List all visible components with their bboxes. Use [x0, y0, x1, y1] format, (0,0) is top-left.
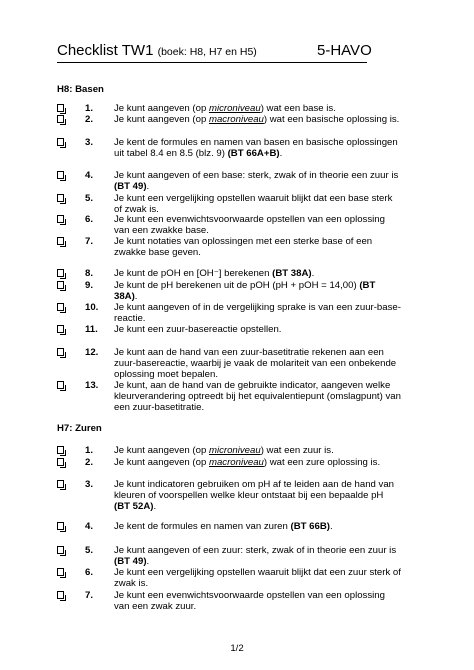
reference-bold: (BT 49) [114, 181, 147, 192]
checkbox-icon[interactable] [57, 348, 64, 356]
item-text: Je kunt een evenwichtsvoorwaarde opstellen van een oplossing van een zwakke base. [114, 214, 385, 236]
item-number: 7. [85, 590, 94, 601]
checkbox-icon[interactable] [57, 138, 64, 146]
emphasis-term: macroniveau [208, 114, 264, 125]
item-number: 6. [85, 567, 94, 578]
checkbox-icon[interactable] [57, 568, 64, 576]
checkbox-icon[interactable] [57, 325, 64, 333]
emphasis-term: macroniveau [208, 457, 264, 468]
item-text: Je kunt de pH berekenen uit de pOH (pH + pOH = 14,00) (BT 38A). [114, 280, 376, 302]
item-text: Je kunt een vergelijking opstellen waaruit blijkt dat een zuur sterk of zwak is. [114, 567, 401, 589]
checkbox-icon[interactable] [57, 591, 64, 599]
item-text: Je kunt, aan de hand van de gebruikte indicator, aangeven welke kleurverandering optreedt bij het equivalentiepunt (omslagpunt) van een zuur-basetitratie. [114, 380, 401, 413]
item-text: Je kunt indicatoren gebruiken om pH af te leiden aan de hand van kleuren of voorspellen welke kleur ontstaat bij een bepaalde pH (BT 52A). [114, 479, 395, 512]
reference-bold: (BT 38A) [114, 280, 376, 302]
item-number: 1. [85, 103, 94, 114]
checkbox-icon[interactable] [57, 171, 64, 179]
reference-bold: (BT 52A) [114, 501, 154, 512]
title-subtitle: (boek: H8, H7 en H5) [157, 46, 257, 58]
section-heading: H8: Basen [57, 84, 104, 95]
item-number: 5. [85, 193, 94, 204]
checkbox-icon[interactable] [57, 446, 64, 454]
item-number: 4. [85, 521, 94, 532]
level-label: 5-HAVO [317, 42, 372, 59]
item-number: 10. [85, 302, 99, 313]
checkbox-icon[interactable] [57, 269, 64, 277]
item-number: 7. [85, 236, 94, 247]
reference-bold: (BT 66A+B) [227, 148, 280, 159]
checkbox-icon[interactable] [57, 522, 64, 530]
item-text: Je kunt aangeven (op microniveau) wat een zuur is. [114, 445, 334, 456]
item-text: Je kunt aangeven (op microniveau) wat een base is. [114, 103, 336, 114]
emphasis-term: microniveau [208, 445, 261, 456]
checkbox-icon[interactable] [57, 381, 64, 389]
checkbox-icon[interactable] [57, 215, 64, 223]
page-number: 1/2 [230, 643, 244, 654]
item-text: Je kunt aangeven (op macroniveau) wat een zure oplossing is. [114, 457, 381, 468]
item-text: Je kunt de pOH en [OH⁻] berekenen (BT 38A). [114, 268, 315, 279]
item-text: Je kunt een vergelijking opstellen waaruit blijkt dat een base sterk of zwak is. [114, 193, 393, 215]
item-text: Je kunt notaties van oplossingen met een sterke base of een zwakke base geven. [114, 236, 373, 258]
reference-bold: (BT 66B) [290, 521, 330, 532]
emphasis-term: microniveau [208, 103, 261, 114]
item-number: 13. [85, 380, 99, 391]
checkbox-icon[interactable] [57, 303, 64, 311]
checkbox-icon[interactable] [57, 194, 64, 202]
checkbox-icon[interactable] [57, 281, 64, 289]
item-number: 6. [85, 214, 94, 225]
item-number: 11. [85, 324, 98, 335]
item-number: 12. [85, 347, 99, 358]
item-number: 2. [85, 457, 94, 468]
item-text: Je kunt aangeven of een base: sterk, zwak of in theorie een zuur is (BT 49). [114, 170, 399, 192]
item-text: Je kent de formules en namen van zuren (BT 66B). [114, 521, 333, 532]
checkbox-icon[interactable] [57, 546, 64, 554]
title-text: Checklist TW1 [57, 42, 154, 59]
checkbox-icon[interactable] [57, 458, 64, 466]
checkbox-icon[interactable] [57, 104, 64, 112]
reference-bold: (BT 49) [114, 556, 147, 567]
item-number: 5. [85, 545, 94, 556]
item-text: Je kunt aangeven (op macroniveau) wat een basische oplossing is. [114, 114, 400, 125]
page-title [57, 42, 372, 63]
checkbox-icon[interactable] [57, 237, 64, 245]
item-number: 8. [85, 268, 94, 279]
item-number: 1. [85, 445, 94, 456]
item-number: 3. [85, 479, 94, 490]
section-heading: H7: Zuren [57, 423, 102, 434]
item-text: Je kunt aangeven of in de vergelijking sprake is van een zuur-base-reactie. [114, 302, 401, 324]
item-number: 4. [85, 170, 94, 181]
item-text: Je kent de formules en namen van basen en basische oplossingen uit tabel 8.4 en 8.5 (blz. 9) (BT 66A+B). [114, 137, 398, 159]
item-number: 2. [85, 114, 94, 125]
reference-bold: (BT 38A) [272, 268, 312, 279]
item-number: 9. [85, 280, 94, 291]
item-number: 3. [85, 137, 94, 148]
item-text: Je kunt aan de hand van een zuur-basetitratie rekenen aan een zuur-basereactie, waarbij je vaak de molariteit van een onbekende oplossing moet bepalen. [114, 347, 397, 380]
item-text: Je kunt een zuur-basereactie opstellen. [114, 324, 282, 335]
item-text: Je kunt aangeven of een zuur: sterk, zwak of in theorie een zuur is (BT 49). [114, 545, 397, 567]
checkbox-icon[interactable] [57, 115, 64, 123]
checkbox-icon[interactable] [57, 480, 64, 488]
item-text: Je kunt een evenwichtsvoorwaarde opstellen van een oplossing van een zwak zuur. [114, 590, 385, 612]
